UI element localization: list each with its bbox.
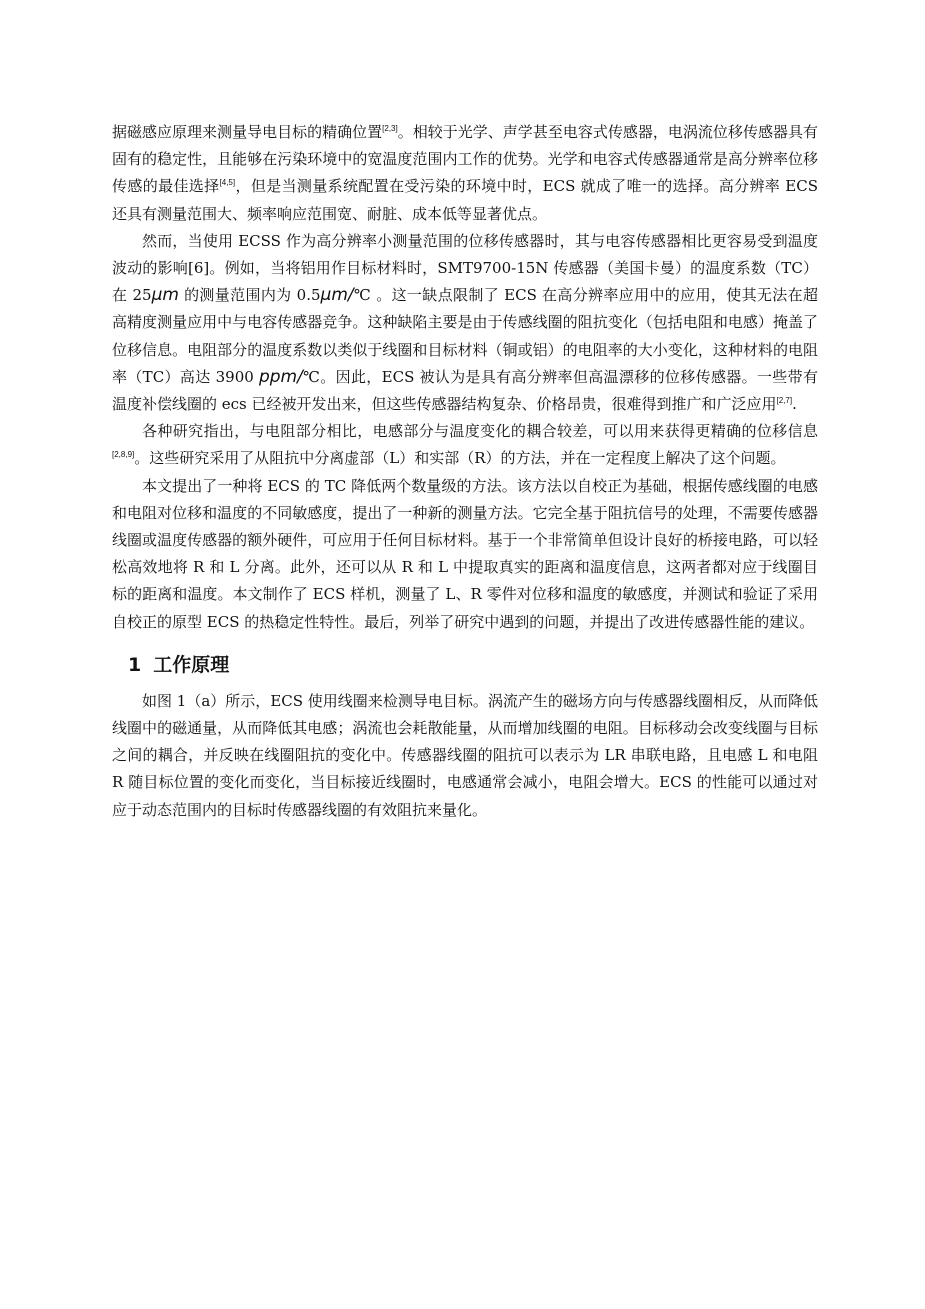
paragraph-2 [112, 228, 818, 418]
section-number: 1 [128, 653, 142, 676]
paragraph-1 [112, 119, 818, 228]
section-heading [128, 650, 818, 680]
paragraph-2-text-c: ℃ 。这一缺点限制了 ECS 在高分辨率应用中的应用，使其无法在超高精度测量应用中与电容传感器竞争。这种缺陷主要是由于传感线圈的阻抗变化（包括电阻和电感）掩盖了位移信息。电阻部分的温度系数以类似于线圈和目标材料（铜或铝）的电阻率的大小变化，这种材料的电阻率（TC）高达 3900 [112, 286, 818, 386]
paragraph-3-text-b: 。这些研究采用了从阻抗中分离虚部（L）和实部（R）的方法，并在一定程度上解决了这个问题。 [134, 449, 786, 468]
unit-micrometer: μm [151, 285, 179, 306]
citation: [2,7] [776, 396, 793, 406]
paragraph-2-text-d: ℃。因此，ECS 被认为是具有高分辨率但高温漂移的位移传感器。一些带有温度补偿线圈的 ecs 已经被开发出来，但这些传感器结构复杂、价格昂贵，很难得到推广和广泛应用 [112, 367, 818, 414]
section-title: 工作原理 [153, 653, 230, 676]
citation: [2,3] [382, 124, 398, 133]
paragraph-4-text: 本文提出了一种将 ECS 的 TC 降低两个数量级的方法。该方法以自校正为基础，根据传感线圈的电感和电阻对位移和温度的不同敏感度，提出了一种新的测量方法。它完全基于阻抗信号的处理，不需要传感器线圈或温度传感器的额外硬件，可应用于任何目标材料。基于一个非常简单但设计良好的桥接电路，可以轻松高效地将 R 和 L 分离。此外，还可以从 R 和 L 中提取真实的距离和温度信息，这两者都对应于线圈目标的距离和温度。本文制作了 ECS 样机，测量了 L、R 零件对位移和温度的敏感度，并测试和验证了采用自校正的原型 ECS 的热稳定性特性。最后，列举了研究中遇到的问题，并提出了改进传感器性能的建议。 [112, 476, 818, 631]
paragraph-5 [112, 688, 818, 824]
paragraph-2-text-b: 的测量范围内为 0.5 [178, 286, 321, 305]
unit-micrometer-per: μm/ [320, 285, 354, 306]
paragraph-1-text-a: 据磁感应原理来测量导电目标的精确位置 [112, 123, 383, 141]
paragraph-5-text: 如图 1（a）所示，ECS 使用线圈来检测导电目标。涡流产生的磁场方向与传感器线圈相反，从而降低线圈中的磁通量，从而降低其电感；涡流也会耗散能量，从而增加线圈的电阻。目标移动会改变线圈与目标之间的耦合，并反映在线圈阻抗的变化中。传感器线圈的阻抗可以表示为 LR 串联电路，且电感 L 和电阻 R 随目标位置的变化而变化，当目标接近线圈时，电感通常会减小，电阻会增大。ECS 的性能可以通过对应于动态范围内的目标时传感器线圈的有效阻抗来量化。 [112, 691, 818, 819]
paragraph-1-text-c: ，但是当测量系统配置在受污染的环境中时，ECS 就成了唯一的选择。高分辨率 ECS 还具有测量范围大、频率响应范围宽、耐脏、成本低等显著优点。 [112, 177, 818, 223]
paragraph-3-text-a: 各种研究指出，与电阻部分相比，电感部分与温度变化的耦合较差，可以用来获得更精确的位移信息 [142, 422, 818, 441]
document-body [112, 119, 818, 824]
paragraph-1-text-b: 。相较于光学、声学甚至电容式传感器，电涡流位移传感器具有固有的稳定性，且能够在污染环境中的宽温度范围内工作的优势。光学和电容式传感器通常是高分辨率位移传感的最佳选择 [112, 123, 818, 196]
citation: [4,5] [219, 178, 236, 188]
paragraph-2-text-e: . [792, 395, 797, 414]
paragraph-2-text-a: 然而，当使用 ECSS 作为高分辨率小测量范围的位移传感器时，其与电容传感器相比更容易受到温度波动的影响[6]。例如，当将铝用作目标材料时，SMT9700-15N 传感器（美国卡曼）的温度系数（TC）在 25 [112, 231, 818, 305]
unit-ppm-per: ppm/ [258, 366, 303, 387]
citation: [2,8,9] [112, 450, 135, 460]
paragraph-4 [112, 473, 818, 636]
paragraph-3 [112, 418, 818, 472]
